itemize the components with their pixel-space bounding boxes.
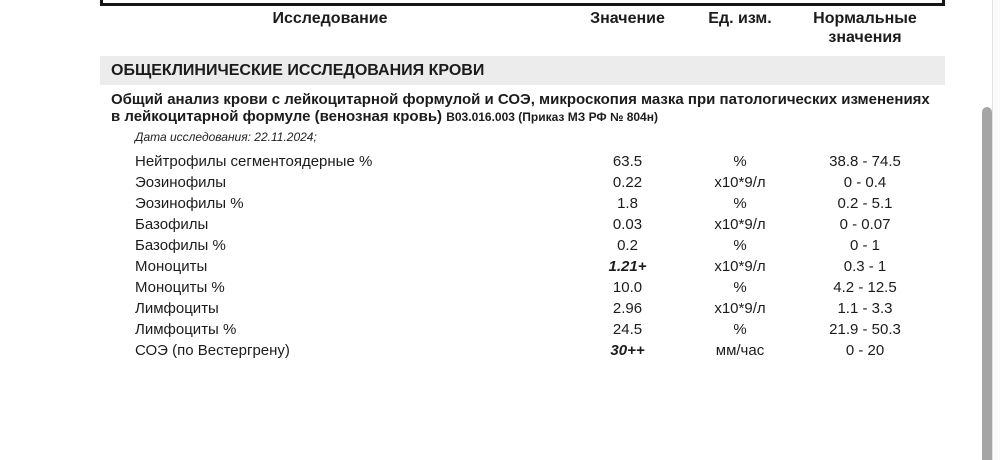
column-header-value: Значение — [590, 10, 665, 27]
table-row — [100, 298, 945, 319]
test-value: 63.5 — [612, 153, 643, 170]
test-normal-range: 0 - 0.4 — [843, 174, 887, 191]
test-unit: % — [733, 195, 747, 212]
test-normal-range: 0.2 - 5.1 — [837, 195, 893, 212]
section-header: ОБЩЕКЛИНИЧЕСКИЕ ИССЛЕДОВАНИЯ КРОВИ — [100, 56, 945, 85]
test-name: Лимфоциты — [135, 300, 219, 317]
study-date: Дата исследования: 22.11.2024; — [135, 130, 317, 144]
test-unit: х10*9/л — [714, 258, 766, 275]
test-name: Базофилы — [135, 216, 209, 233]
test-unit: % — [733, 279, 747, 296]
panel-title-text: Общий анализ крови с лейкоцитарной формулой и СОЭ, микроскопия мазка при патологических изменениях в лейкоцитарной формуле (венозная кровь) — [111, 91, 930, 125]
panel-title — [100, 91, 945, 126]
column-header-unit: Ед. изм. — [708, 10, 772, 27]
scrollbar-thumb[interactable] — [982, 107, 992, 460]
test-normal-range: 0.3 - 1 — [843, 258, 887, 275]
test-name: Лимфоциты % — [135, 321, 237, 338]
test-name: СОЭ (по Вестергрену) — [135, 342, 290, 359]
test-unit: х10*9/л — [714, 174, 766, 191]
report-content — [100, 0, 945, 361]
test-name: Базофилы % — [135, 237, 226, 254]
test-value: 0.22 — [612, 174, 643, 191]
test-value: 10.0 — [612, 279, 643, 296]
table-row — [100, 172, 945, 193]
test-name: Нейтрофилы сегментоядерные % — [135, 153, 373, 170]
test-name: Моноциты % — [135, 279, 225, 296]
test-unit: % — [733, 237, 747, 254]
test-value: 1.8 — [617, 195, 638, 212]
test-unit: % — [733, 321, 747, 338]
test-name: Моноциты — [135, 258, 208, 275]
table-row — [100, 151, 945, 172]
test-normal-range: 0 - 1 — [849, 237, 880, 254]
test-unit: х10*9/л — [714, 216, 766, 233]
column-header-normal: Нормальные значения — [813, 10, 917, 46]
test-normal-range: 38.8 - 74.5 — [829, 153, 901, 170]
results-rows — [100, 151, 945, 361]
test-normal-range: 4.2 - 12.5 — [833, 279, 897, 296]
test-unit: мм/час — [715, 342, 765, 359]
test-normal-range: 0 - 20 — [845, 342, 885, 359]
test-value: 0.2 — [617, 237, 638, 254]
test-value: 24.5 — [612, 321, 643, 338]
table-row — [100, 340, 945, 361]
column-header-test: Исследование — [272, 10, 388, 27]
panel-code: В03.016.003 (Приказ МЗ РФ № 804н) — [446, 110, 658, 124]
table-row — [100, 256, 945, 277]
test-value: 2.96 — [612, 300, 643, 317]
test-value: 30++ — [610, 342, 645, 359]
test-value: 0.03 — [612, 216, 643, 233]
test-unit: % — [733, 153, 747, 170]
table-row — [100, 214, 945, 235]
table-header-row — [100, 0, 945, 47]
table-row — [100, 277, 945, 298]
test-unit: х10*9/л — [714, 300, 766, 317]
table-row — [100, 193, 945, 214]
test-name: Эозинофилы % — [135, 195, 244, 212]
table-row — [100, 235, 945, 256]
test-normal-range: 1.1 - 3.3 — [837, 300, 893, 317]
test-normal-range: 0 - 0.07 — [839, 216, 891, 233]
test-normal-range: 21.9 - 50.3 — [829, 321, 901, 338]
test-value: 1.21+ — [608, 258, 647, 275]
test-name: Эозинофилы — [135, 174, 227, 191]
table-row — [100, 319, 945, 340]
scrollbar-track[interactable] — [992, 0, 1000, 460]
